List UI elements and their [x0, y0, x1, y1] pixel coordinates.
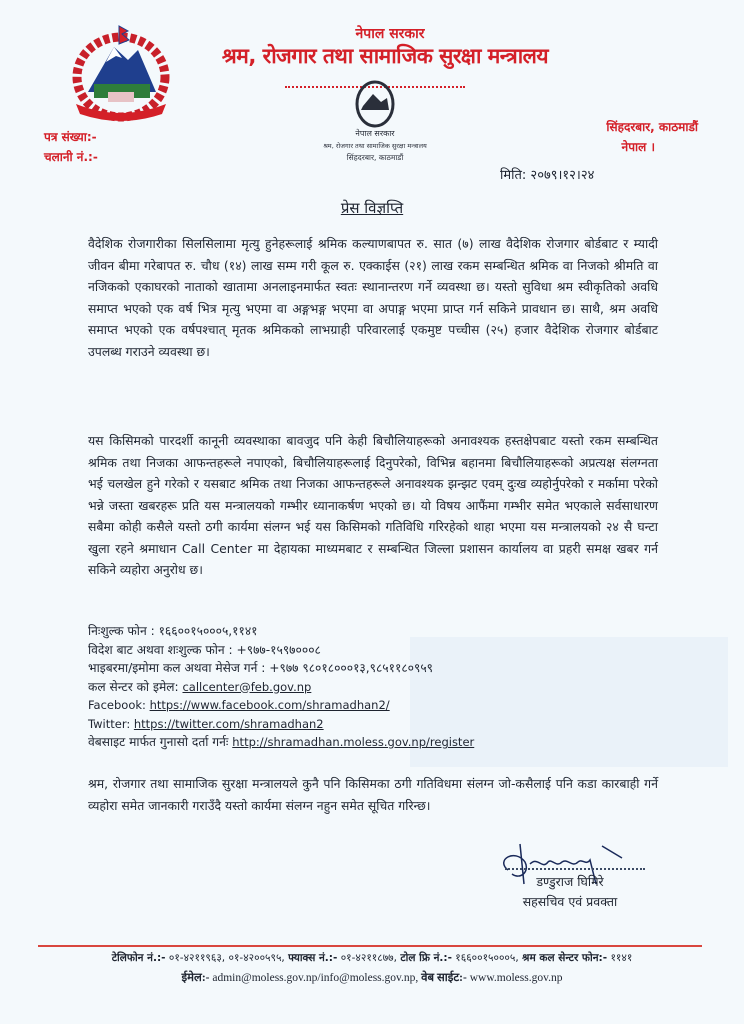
- signer-title: सहसचिव एवं प्रवक्ता: [522, 894, 618, 909]
- website-register-label: वेबसाइट मार्फत गुनासो दर्ता गर्नः: [88, 735, 229, 749]
- abroad-phone-label: विदेश बाट अथवा शःशुल्क फोन :: [88, 642, 233, 657]
- footer-divider: [38, 945, 702, 947]
- viber-imo-row: [88, 659, 688, 678]
- footer-tollfree-label: टोल फ्रि नं.:-: [400, 952, 452, 964]
- footer-email-line: [0, 970, 744, 985]
- signer-name: डण्डुराज घिमिरे: [536, 874, 604, 889]
- callcenter-email-row: [88, 678, 688, 697]
- footer-fax-label: फ्याक्स नं.:-: [288, 952, 338, 964]
- paragraph-1: वैदेशिक रोजगारीका सिलसिलामा मृत्यु हुनेहरूलाई श्रमिक कल्याणबापत रु. सात (७) लाख वैदेशिक रोजगार बोर्डबाट र म्यादी जीवन बीमा गरेबापत रु. चौध (१४) लाख सम्म गरी कूल रु. एक्काईस (२१) लाख रकम सम्बन्धित श्रमिक वा निजको श्रीमति वा नजिकको एकाघरको नाताको खातामा अनलाइनमार्फत स्वतः स्थानान्तरण गर्ने व्यवस्था छ। यस्तो सुविधा श्रम स्वीकृतिको अवधि समाप्त भएको एक वर्ष भित्र मृत्यु भएमा वा अङ्गभङ्ग भएमा वा अपाङ्ग भएमा प्राप्त गर्न सकिने प्रावधान छ। साथै, श्रम अवधि समाप्त भएको एक वर्षपश्चात् मृतक श्रमिकको लाभग्राही परिवारलाई एकमुष्ट पच्चीस (२५) हजार वैदेशिक रोजगार बोर्डबाट उपलब्ध गराउने व्यवस्था छ।: [88, 236, 658, 359]
- issue-date: मिति: २०७९।१२।२४: [500, 168, 595, 183]
- paragraph-2: यस किसिमको पारदर्शी कानूनी व्यवस्थाका बावजुद पनि केही बिचौलियाहरूको अनावश्यक हस्तक्षेपबाट यस्तो रकम सम्बन्धित श्रमिक तथा निजका आफन्तहरूले नपाएको, बिचौलियाहरूलाई दिनुपरेको, विभिन्न बहानमा बिचौलियाहरूको अप्रत्यक्ष संलग्नता भई चलखेल हुने गरेको र यसबाट श्रमिक तथा निजका आफन्तहरूले अनावश्यक झन्झट एवम् दुःख व्यहोर्नुपरेको र मर्कामा परेको भन्ने जस्ता खबरहरू प्रति यस मन्त्रालयको गम्भीर ध्यानाकर्षण भएको छ। यो विषय आफैंमा गम्भीर समेत भएकाले सर्वसाधारण सबैमा कोही कसैले यस्तो ठगी कार्यमा संलग्न भई यस किसिमको गतिविधि गरिरहेको थाहा भएमा यस मन्त्रालयको २४ सै घन्टा खुला रहने श्रमाधान Call Center मा देहायका माध्यमबाट र सम्बन्धित जिल्ला प्रशासन कार्यालय वा प्रहरी समक्ष खबर गर्न सकिने व्यहोरा अनुरोध छ।: [88, 433, 658, 577]
- abroad-phone-value: +९७७-१५९७०००८: [236, 642, 321, 657]
- nepal-emblem-icon: [66, 22, 176, 122]
- footer-phone-line: [0, 951, 744, 965]
- viber-imo-label: भाइबरमा/इमोमा कल अथवा मेसेज गर्न :: [88, 661, 266, 675]
- twitter-label: Twitter:: [88, 716, 131, 731]
- footer-phone-value: ०१-४२११९६३, ०१-४२००५९५,: [168, 952, 285, 964]
- footer-callcenter-label: श्रम कल सेन्टर फोन:-: [522, 952, 608, 964]
- website-register-link[interactable]: http://shramadhan.moless.gov.np/register: [232, 735, 475, 749]
- footer-web-value[interactable]: www.moless.gov.np: [469, 972, 563, 984]
- footer-phone-label: टेलिफोन नं.:-: [111, 952, 166, 964]
- twitter-link[interactable]: https://twitter.com/shramadhan2: [133, 716, 324, 731]
- footer-email-label: ईमेल:-: [181, 972, 210, 984]
- seal-text-line1: नेपाल सरकार: [355, 129, 395, 138]
- footer-web-label: वेब साईट:-: [421, 972, 467, 984]
- closing-paragraph: श्रम, रोजगार तथा सामाजिक सुरक्षा मन्त्रालयले कुनै पनि किसिमका ठगी गतिविधमा संलग्न जो-कसैलाई पनि कडा कारबाही गर्ने व्यहोरा समेत जानकारी गराउँदै यस्तो कार्यमा संलग्न नहुन समेत सूचित गरिन्छ।: [88, 776, 658, 813]
- callcenter-email-label: कल सेन्टर को इमेल:: [88, 679, 179, 694]
- document-title: प्रेस विज्ञप्ति: [340, 199, 404, 217]
- government-label: नेपाल सरकार: [355, 26, 425, 42]
- facebook-link[interactable]: https://www.facebook.com/shramadhan2/: [149, 698, 390, 712]
- seal-text-line3: सिंहदरबार, काठमाडौं: [346, 153, 404, 162]
- ministry-seal-icon: [305, 78, 445, 168]
- viber-imo-value: +९७७ ९८०१८०००१३,९८५११८०९५९: [269, 661, 434, 675]
- facebook-label: Facebook:: [88, 698, 146, 712]
- tollfree-row: [88, 622, 688, 641]
- dispatch-number-label: चलानी नं.:-: [44, 150, 98, 164]
- footer-email-value[interactable]: admin@moless.gov.np/info@moless.gov.np,: [212, 972, 419, 984]
- facebook-row: [88, 696, 688, 715]
- abroad-phone-row: [88, 641, 688, 660]
- letter-number-label: पत्र संख्या:-: [44, 130, 97, 144]
- address-line1: सिंहदरबार, काठमाडौं: [606, 120, 698, 134]
- contact-list: [88, 622, 688, 752]
- address-line2: नेपाल ।: [621, 140, 655, 154]
- seal-text-line2: श्रम, रोजगार तथा सामाजिक सुरक्षा मन्त्रालय: [323, 142, 427, 150]
- tollfree-label: निःशुल्क फोन :: [88, 624, 155, 638]
- footer-fax-value: ०१-४२११८७७,: [340, 952, 397, 964]
- signature-dotted-line: [505, 868, 645, 870]
- footer-callcenter-value: ११४१: [610, 952, 633, 964]
- callcenter-email-link[interactable]: callcenter@feb.gov.np: [182, 679, 312, 694]
- footer-tollfree-value: १६६००१५०००५,: [455, 952, 519, 964]
- twitter-row: [88, 715, 688, 734]
- website-register-row: [88, 733, 688, 752]
- ministry-name: श्रम, रोजगार तथा सामाजिक सुरक्षा मन्त्रालय: [221, 44, 549, 68]
- tollfree-value: १६६००१५०००५,११४१: [158, 624, 258, 638]
